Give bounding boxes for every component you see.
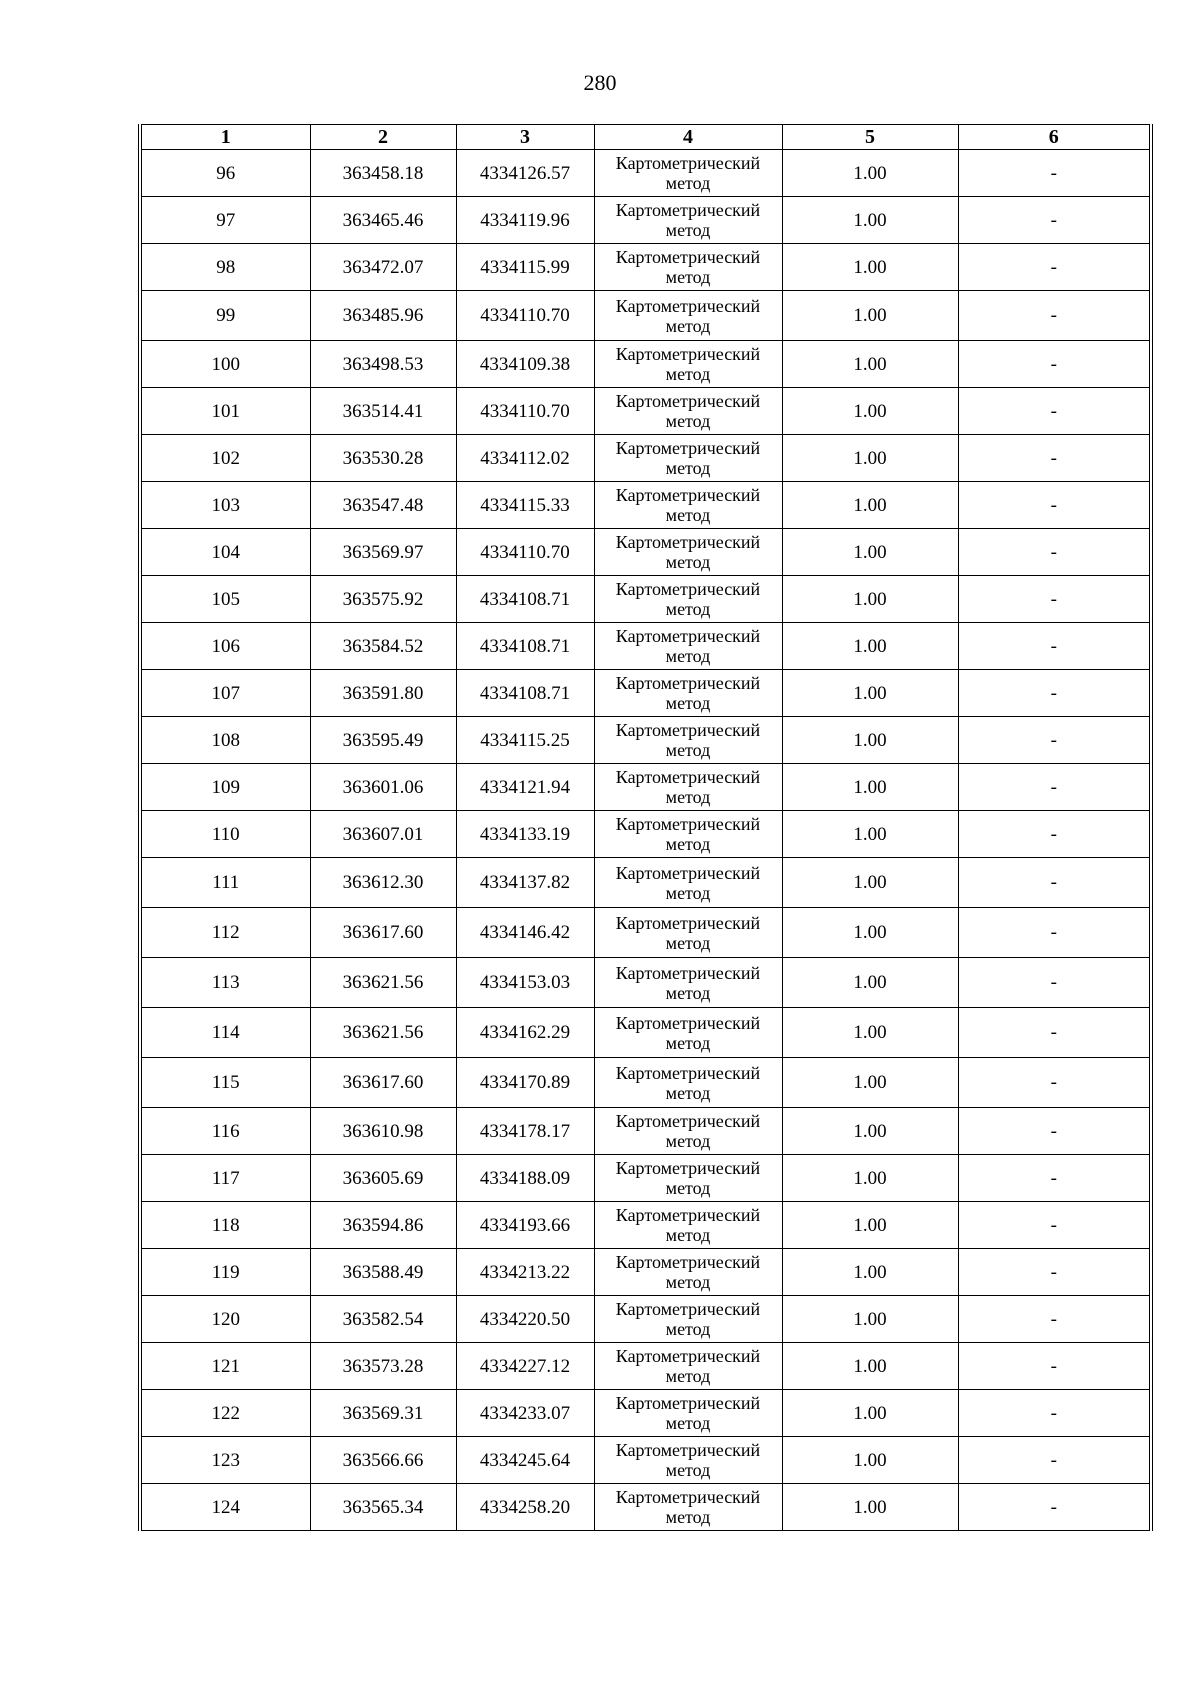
point-number-cell: 96 — [140, 150, 310, 197]
y-coordinate-cell: 4334112.02 — [456, 435, 594, 482]
method-line-1: Картометрический — [615, 912, 761, 933]
method-line-2: метод — [665, 552, 711, 572]
y-coordinate-cell: 4334146.42 — [456, 908, 594, 958]
accuracy-cell: 1.00 — [782, 670, 958, 717]
method-cell — [594, 958, 782, 1008]
accuracy-cell: 1.00 — [782, 150, 958, 197]
table-row — [140, 291, 1151, 341]
table-row — [140, 1343, 1151, 1390]
method-line-2: метод — [665, 364, 711, 384]
page-number: 280 — [583, 70, 617, 95]
table-row — [140, 1108, 1151, 1155]
x-coordinate-cell: 363617.60 — [310, 1058, 456, 1108]
x-coordinate-cell: 363569.31 — [310, 1390, 456, 1437]
column-header-4: 4 — [594, 125, 782, 150]
point-number-cell: 109 — [140, 764, 310, 811]
table-row — [140, 1437, 1151, 1484]
point-number-cell: 124 — [140, 1484, 310, 1531]
x-coordinate-cell: 363617.60 — [310, 908, 456, 958]
table-row — [140, 908, 1151, 958]
method-line-1: Картометрический — [615, 485, 761, 505]
y-coordinate-cell: 4334108.71 — [456, 670, 594, 717]
x-coordinate-cell: 363591.80 — [310, 670, 456, 717]
accuracy-cell: 1.00 — [782, 1155, 958, 1202]
accuracy-cell: 1.00 — [782, 858, 958, 908]
point-number-cell: 120 — [140, 1296, 310, 1343]
method-cell — [594, 388, 782, 435]
note-cell: - — [958, 291, 1151, 341]
note-cell: - — [958, 435, 1151, 482]
accuracy-cell: 1.00 — [782, 529, 958, 576]
method-line-1: Картометрический — [615, 295, 761, 316]
method-line-2: метод — [665, 267, 711, 287]
x-coordinate-cell: 363588.49 — [310, 1249, 456, 1296]
y-coordinate-cell: 4334162.29 — [456, 1008, 594, 1058]
method-cell — [594, 1484, 782, 1531]
accuracy-cell: 1.00 — [782, 717, 958, 764]
method-cell — [594, 1437, 782, 1484]
note-cell: - — [958, 1390, 1151, 1437]
y-coordinate-cell: 4334133.19 — [456, 811, 594, 858]
y-coordinate-cell: 4334213.22 — [456, 1249, 594, 1296]
method-cell — [594, 576, 782, 623]
method-line-1: Картометрический — [615, 962, 761, 983]
table-row — [140, 1296, 1151, 1343]
y-coordinate-cell: 4334227.12 — [456, 1343, 594, 1390]
column-header-1: 1 — [140, 125, 310, 150]
point-number-cell: 115 — [140, 1058, 310, 1108]
x-coordinate-cell: 363565.34 — [310, 1484, 456, 1531]
x-coordinate-cell: 363610.98 — [310, 1108, 456, 1155]
point-number-cell: 99 — [140, 291, 310, 341]
table-row — [140, 576, 1151, 623]
accuracy-cell: 1.00 — [782, 291, 958, 341]
note-cell: - — [958, 1296, 1151, 1343]
method-line-2: метод — [665, 411, 711, 431]
method-line-2: метод — [665, 220, 711, 240]
accuracy-cell: 1.00 — [782, 341, 958, 388]
method-line-1: Картометрический — [615, 344, 761, 364]
table-row — [140, 388, 1151, 435]
method-cell — [594, 1296, 782, 1343]
table-row — [140, 197, 1151, 244]
y-coordinate-cell: 4334108.71 — [456, 623, 594, 670]
note-cell: - — [958, 623, 1151, 670]
table-row — [140, 811, 1151, 858]
note-cell: - — [958, 529, 1151, 576]
accuracy-cell: 1.00 — [782, 1008, 958, 1058]
method-cell — [594, 1108, 782, 1155]
point-number-cell: 101 — [140, 388, 310, 435]
method-cell — [594, 482, 782, 529]
x-coordinate-cell: 363595.49 — [310, 717, 456, 764]
x-coordinate-cell: 363575.92 — [310, 576, 456, 623]
y-coordinate-cell: 4334233.07 — [456, 1390, 594, 1437]
y-coordinate-cell: 4334115.25 — [456, 717, 594, 764]
method-line-2: метод — [665, 315, 711, 336]
column-header-5: 5 — [782, 125, 958, 150]
y-coordinate-cell: 4334109.38 — [456, 341, 594, 388]
point-number-cell: 112 — [140, 908, 310, 958]
note-cell: - — [958, 1343, 1151, 1390]
method-cell — [594, 811, 782, 858]
method-line-2: метод — [665, 740, 711, 760]
method-line-1: Картометрический — [615, 1111, 761, 1131]
method-cell — [594, 291, 782, 341]
accuracy-cell: 1.00 — [782, 1249, 958, 1296]
y-coordinate-cell: 4334245.64 — [456, 1437, 594, 1484]
point-number-cell: 119 — [140, 1249, 310, 1296]
column-header-3: 3 — [456, 125, 594, 150]
accuracy-cell: 1.00 — [782, 908, 958, 958]
x-coordinate-cell: 363605.69 — [310, 1155, 456, 1202]
method-line-1: Картометрический — [615, 1252, 761, 1272]
method-cell — [594, 341, 782, 388]
accuracy-cell: 1.00 — [782, 1437, 958, 1484]
method-cell — [594, 1058, 782, 1108]
y-coordinate-cell: 4334108.71 — [456, 576, 594, 623]
method-line-2: метод — [665, 458, 711, 478]
y-coordinate-cell: 4334110.70 — [456, 291, 594, 341]
note-cell: - — [958, 717, 1151, 764]
x-coordinate-cell: 363573.28 — [310, 1343, 456, 1390]
point-number-cell: 110 — [140, 811, 310, 858]
header-row — [140, 125, 1151, 150]
table-row — [140, 529, 1151, 576]
method-line-2: метод — [665, 1366, 711, 1386]
table-row — [140, 1202, 1151, 1249]
x-coordinate-cell: 363582.54 — [310, 1296, 456, 1343]
method-line-2: метод — [665, 599, 711, 619]
method-cell — [594, 858, 782, 908]
accuracy-cell: 1.00 — [782, 388, 958, 435]
method-cell — [594, 717, 782, 764]
coordinates-table — [138, 124, 1153, 1531]
method-cell — [594, 764, 782, 811]
y-coordinate-cell: 4334115.33 — [456, 482, 594, 529]
accuracy-cell: 1.00 — [782, 1296, 958, 1343]
note-cell: - — [958, 1484, 1151, 1531]
method-cell — [594, 529, 782, 576]
method-cell — [594, 244, 782, 291]
method-line-2: метод — [665, 932, 711, 953]
note-cell: - — [958, 150, 1151, 197]
note-cell: - — [958, 858, 1151, 908]
note-cell: - — [958, 811, 1151, 858]
method-line-1: Картометрический — [615, 814, 761, 834]
table-row — [140, 1155, 1151, 1202]
x-coordinate-cell: 363594.86 — [310, 1202, 456, 1249]
point-number-cell: 117 — [140, 1155, 310, 1202]
method-cell — [594, 1249, 782, 1296]
point-number-cell: 121 — [140, 1343, 310, 1390]
y-coordinate-cell: 4334170.89 — [456, 1058, 594, 1108]
accuracy-cell: 1.00 — [782, 244, 958, 291]
method-cell — [594, 1343, 782, 1390]
method-line-1: Картометрический — [615, 1346, 761, 1366]
note-cell: - — [958, 958, 1151, 1008]
method-line-2: метод — [665, 1225, 711, 1245]
point-number-cell: 122 — [140, 1390, 310, 1437]
point-number-cell: 104 — [140, 529, 310, 576]
note-cell: - — [958, 576, 1151, 623]
x-coordinate-cell: 363472.07 — [310, 244, 456, 291]
note-cell: - — [958, 670, 1151, 717]
method-line-2: метод — [665, 693, 711, 713]
point-number-cell: 108 — [140, 717, 310, 764]
point-number-cell: 97 — [140, 197, 310, 244]
method-line-2: метод — [665, 1082, 711, 1103]
table-row — [140, 858, 1151, 908]
x-coordinate-cell: 363601.06 — [310, 764, 456, 811]
method-line-1: Картометрический — [615, 1158, 761, 1178]
table-row — [140, 764, 1151, 811]
y-coordinate-cell: 4334188.09 — [456, 1155, 594, 1202]
method-cell — [594, 197, 782, 244]
table-row — [140, 435, 1151, 482]
point-number-cell: 116 — [140, 1108, 310, 1155]
x-coordinate-cell: 363485.96 — [310, 291, 456, 341]
table-row — [140, 717, 1151, 764]
table-row — [140, 150, 1151, 197]
note-cell: - — [958, 341, 1151, 388]
accuracy-cell: 1.00 — [782, 482, 958, 529]
method-line-1: Картометрический — [615, 1487, 761, 1507]
x-coordinate-cell: 363458.18 — [310, 150, 456, 197]
method-line-1: Картометрический — [615, 673, 761, 693]
note-cell: - — [958, 1202, 1151, 1249]
point-number-cell: 106 — [140, 623, 310, 670]
table-header — [140, 125, 1151, 150]
accuracy-cell: 1.00 — [782, 1058, 958, 1108]
note-cell: - — [958, 1008, 1151, 1058]
accuracy-cell: 1.00 — [782, 623, 958, 670]
point-number-cell: 113 — [140, 958, 310, 1008]
y-coordinate-cell: 4334220.50 — [456, 1296, 594, 1343]
method-line-1: Картометрический — [615, 1062, 761, 1083]
y-coordinate-cell: 4334126.57 — [456, 150, 594, 197]
accuracy-cell: 1.00 — [782, 1108, 958, 1155]
method-line-2: метод — [665, 173, 711, 193]
table-row — [140, 482, 1151, 529]
point-number-cell: 118 — [140, 1202, 310, 1249]
method-line-1: Картометрический — [615, 626, 761, 646]
note-cell: - — [958, 197, 1151, 244]
note-cell: - — [958, 244, 1151, 291]
y-coordinate-cell: 4334153.03 — [456, 958, 594, 1008]
point-number-cell: 114 — [140, 1008, 310, 1058]
method-line-1: Картометрический — [615, 1393, 761, 1413]
method-line-1: Картометрический — [615, 391, 761, 411]
method-line-2: метод — [665, 834, 711, 854]
method-line-1: Картометрический — [615, 532, 761, 552]
method-line-2: метод — [665, 882, 711, 903]
note-cell: - — [958, 482, 1151, 529]
method-line-1: Картометрический — [615, 1012, 761, 1033]
column-header-6: 6 — [958, 125, 1151, 150]
accuracy-cell: 1.00 — [782, 1484, 958, 1531]
method-line-2: метод — [665, 1131, 711, 1151]
method-cell — [594, 623, 782, 670]
x-coordinate-cell: 363584.52 — [310, 623, 456, 670]
point-number-cell: 105 — [140, 576, 310, 623]
x-coordinate-cell: 363621.56 — [310, 1008, 456, 1058]
method-cell — [594, 908, 782, 958]
method-cell — [594, 1202, 782, 1249]
x-coordinate-cell: 363612.30 — [310, 858, 456, 908]
accuracy-cell: 1.00 — [782, 764, 958, 811]
coordinates-table-wrapper — [138, 124, 1149, 1531]
x-coordinate-cell: 363498.53 — [310, 341, 456, 388]
method-line-2: метод — [665, 787, 711, 807]
y-coordinate-cell: 4334121.94 — [456, 764, 594, 811]
y-coordinate-cell: 4334110.70 — [456, 529, 594, 576]
x-coordinate-cell: 363569.97 — [310, 529, 456, 576]
method-line-1: Картометрический — [615, 767, 761, 787]
x-coordinate-cell: 363530.28 — [310, 435, 456, 482]
point-number-cell: 107 — [140, 670, 310, 717]
point-number-cell: 123 — [140, 1437, 310, 1484]
accuracy-cell: 1.00 — [782, 1343, 958, 1390]
point-number-cell: 103 — [140, 482, 310, 529]
y-coordinate-cell: 4334110.70 — [456, 388, 594, 435]
table-row — [140, 244, 1151, 291]
table-row — [140, 670, 1151, 717]
method-line-1: Картометрический — [615, 153, 761, 173]
table-row — [140, 341, 1151, 388]
x-coordinate-cell: 363566.66 — [310, 1437, 456, 1484]
accuracy-cell: 1.00 — [782, 576, 958, 623]
x-coordinate-cell: 363514.41 — [310, 388, 456, 435]
y-coordinate-cell: 4334178.17 — [456, 1108, 594, 1155]
method-cell — [594, 1008, 782, 1058]
method-line-1: Картометрический — [615, 247, 761, 267]
method-line-1: Картометрический — [615, 1205, 761, 1225]
method-line-1: Картометрический — [615, 1299, 761, 1319]
method-line-2: метод — [665, 1032, 711, 1053]
note-cell: - — [958, 388, 1151, 435]
method-line-2: метод — [665, 646, 711, 666]
accuracy-cell: 1.00 — [782, 811, 958, 858]
method-cell — [594, 150, 782, 197]
y-coordinate-cell: 4334119.96 — [456, 197, 594, 244]
accuracy-cell: 1.00 — [782, 435, 958, 482]
method-line-2: метод — [665, 1460, 711, 1480]
note-cell: - — [958, 1108, 1151, 1155]
note-cell: - — [958, 1155, 1151, 1202]
method-cell — [594, 435, 782, 482]
method-line-2: метод — [665, 1178, 711, 1198]
table-row — [140, 1484, 1151, 1531]
method-line-2: метод — [665, 1319, 711, 1339]
accuracy-cell: 1.00 — [782, 958, 958, 1008]
method-line-2: метод — [665, 505, 711, 525]
note-cell: - — [958, 908, 1151, 958]
method-line-1: Картометрический — [615, 438, 761, 458]
y-coordinate-cell: 4334193.66 — [456, 1202, 594, 1249]
y-coordinate-cell: 4334137.82 — [456, 858, 594, 908]
table-row — [140, 623, 1151, 670]
accuracy-cell: 1.00 — [782, 1390, 958, 1437]
method-line-2: метод — [665, 1413, 711, 1433]
table-row — [140, 1390, 1151, 1437]
method-line-1: Картометрический — [615, 862, 761, 883]
point-number-cell: 98 — [140, 244, 310, 291]
method-cell — [594, 1390, 782, 1437]
accuracy-cell: 1.00 — [782, 1202, 958, 1249]
point-number-cell: 102 — [140, 435, 310, 482]
table-row — [140, 1058, 1151, 1108]
point-number-cell: 100 — [140, 341, 310, 388]
method-line-1: Картометрический — [615, 200, 761, 220]
note-cell: - — [958, 764, 1151, 811]
note-cell: - — [958, 1058, 1151, 1108]
note-cell: - — [958, 1249, 1151, 1296]
method-line-2: метод — [665, 982, 711, 1003]
table-row — [140, 958, 1151, 1008]
y-coordinate-cell: 4334258.20 — [456, 1484, 594, 1531]
accuracy-cell: 1.00 — [782, 197, 958, 244]
method-line-1: Картометрический — [615, 1440, 761, 1460]
note-cell: - — [958, 1437, 1151, 1484]
x-coordinate-cell: 363465.46 — [310, 197, 456, 244]
table-row — [140, 1008, 1151, 1058]
method-line-2: метод — [665, 1507, 711, 1527]
method-line-1: Картометрический — [615, 720, 761, 740]
method-cell — [594, 670, 782, 717]
method-line-1: Картометрический — [615, 579, 761, 599]
y-coordinate-cell: 4334115.99 — [456, 244, 594, 291]
column-header-2: 2 — [310, 125, 456, 150]
method-cell — [594, 1155, 782, 1202]
table-body — [140, 150, 1151, 1531]
table-row — [140, 1249, 1151, 1296]
point-number-cell: 111 — [140, 858, 310, 908]
x-coordinate-cell: 363547.48 — [310, 482, 456, 529]
x-coordinate-cell: 363621.56 — [310, 958, 456, 1008]
x-coordinate-cell: 363607.01 — [310, 811, 456, 858]
method-line-2: метод — [665, 1272, 711, 1292]
